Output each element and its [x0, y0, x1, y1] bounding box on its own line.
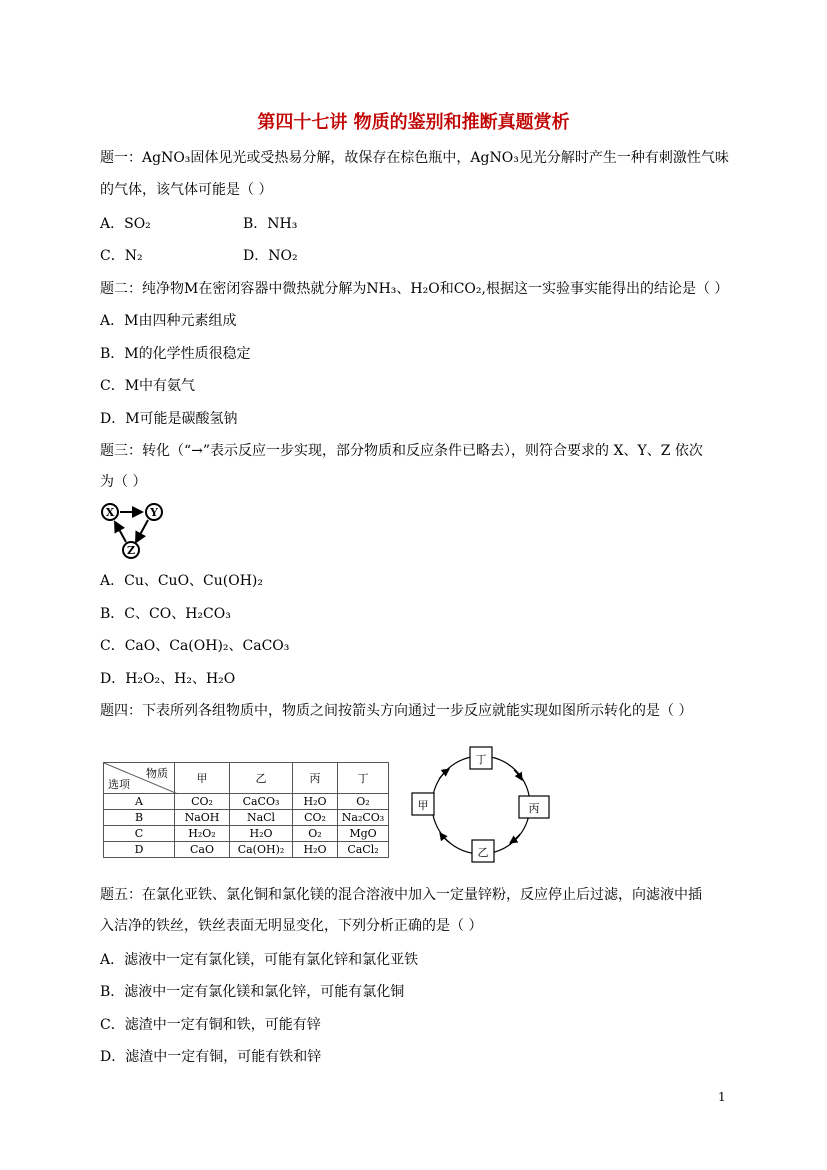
table-cell-option: D: [104, 842, 175, 858]
q5-stem-line2: 入洁净的铁丝，铁丝表面无明显变化，下列分析正确的是（ ）: [100, 918, 483, 934]
table-cell: Na₂CO₃: [338, 810, 389, 826]
svg-text:丙: 丙: [528, 802, 540, 815]
q1-option-c: C．N₂: [100, 248, 143, 264]
table-row: [104, 794, 389, 810]
q2-option-d: D．M可能是碳酸氢钠: [100, 411, 238, 427]
q3-stem-line1: 题三：转化（“→”表示反应一步实现，部分物质和反应条件已略去），则符合要求的 X、Y、Z 依次: [100, 443, 703, 459]
table-cell: CaCl₂: [338, 842, 389, 858]
cycle-node-left: [412, 793, 434, 815]
q3-option-b: B．C、CO、H₂CO₃: [100, 606, 231, 622]
q5-option-c: C．滤渣中一定有铜和铁，可能有锌: [100, 1017, 321, 1033]
node-y: [146, 504, 162, 520]
node-x: [102, 504, 118, 520]
q2-stem: 题二：纯净物M在密闭容器中微热就分解为NH₃、H₂O和CO₂,根据这一实验事实能得出的结论是（ ）: [100, 281, 729, 297]
q3-option-d: D．H₂O₂、H₂、H₂O: [100, 671, 236, 687]
table-row: [104, 826, 389, 842]
q5-option-a: A．滤液中一定有氯化镁，可能有氯化锌和氯化亚铁: [100, 952, 419, 968]
q5-option-d: D．滤渣中一定有铜，可能有铁和锌: [100, 1049, 322, 1065]
q1-option-b: B．NH₃: [243, 216, 298, 232]
q1-stem-line1: 题一：AgNO₃固体见光或受热易分解，故保存在棕色瓶中，AgNO₃见光分解时产生一种有刺激性气味: [100, 150, 729, 166]
table-header-bing: 丙: [293, 763, 338, 794]
cycle-node-bottom: [472, 840, 494, 862]
table-cell: O₂: [293, 826, 338, 842]
svg-text:Z: Z: [126, 544, 136, 557]
table-cell: NaCl: [230, 810, 293, 826]
table-cell: CaO: [175, 842, 230, 858]
table-cell: MgO: [338, 826, 389, 842]
corner-top-label: 物质: [146, 767, 168, 780]
table-header-yi: 乙: [230, 763, 293, 794]
table-cell: Ca(OH)₂: [230, 842, 293, 858]
table-header-jia: 甲: [175, 763, 230, 794]
table-header-row: [104, 763, 389, 794]
q2-option-c: C．M中有氨气: [100, 378, 196, 394]
q1-option-a: A．SO₂: [100, 216, 151, 232]
table-corner-cell: [104, 763, 175, 794]
q5-stem-line1: 题五：在氯化亚铁、氯化铜和氯化镁的混合溶液中加入一定量锌粉，反应停止后过滤，向滤液中插: [100, 887, 702, 903]
table-cell: CaCO₃: [230, 794, 293, 810]
svg-text:甲: 甲: [417, 799, 429, 812]
table-cell: NaOH: [175, 810, 230, 826]
table-cell: H₂O₂: [175, 826, 230, 842]
cycle-node-top: [470, 747, 492, 769]
cycle-node-right: [519, 796, 549, 818]
q1-option-d: D．NO₂: [243, 248, 298, 264]
q4-substance-table: [103, 762, 389, 858]
q2-option-a: A．M由四种元素组成: [100, 313, 237, 329]
svg-text:Y: Y: [150, 506, 158, 519]
q4-stem: 题四：下表所列各组物质中，物质之间按箭头方向通过一步反应就能实现如图所示转化的是（ ）: [100, 703, 693, 719]
table-cell: CO₂: [293, 810, 338, 826]
table-cell: H₂O: [230, 826, 293, 842]
q1-stem-line2: 的气体，该气体可能是（ ）: [100, 182, 273, 198]
page-number: 1: [718, 1090, 726, 1104]
xyz-triangle-diagram: [98, 500, 168, 562]
table-cell-option: A: [104, 794, 175, 810]
q5-option-b: B．滤液中一定有氯化镁和氯化锌，可能有氯化铜: [100, 984, 405, 1000]
table-header-ding: 丁: [338, 763, 389, 794]
table-cell: H₂O: [293, 842, 338, 858]
table-row: [104, 810, 389, 826]
table-cell: H₂O: [293, 794, 338, 810]
node-z: [123, 542, 139, 558]
svg-text:丁: 丁: [475, 753, 487, 766]
q3-option-c: C．CaO、Ca(OH)₂、CaCO₃: [100, 638, 290, 654]
table-cell-option: C: [104, 826, 175, 842]
page-title: 第四十七讲 物质的鉴别和推断真题赏析: [257, 112, 570, 133]
q2-option-b: B．M的化学性质很稳定: [100, 346, 251, 362]
svg-text:乙: 乙: [477, 846, 489, 859]
q3-option-a: A．Cu、CuO、Cu(OH)₂: [100, 573, 263, 589]
table-row: [104, 842, 389, 858]
table-cell-option: B: [104, 810, 175, 826]
corner-bottom-label: 选项: [108, 778, 130, 791]
q3-stem-line2: 为（ ）: [100, 474, 147, 490]
svg-text:X: X: [105, 506, 115, 519]
table-cell: CO₂: [175, 794, 230, 810]
cycle-diagram: [406, 740, 556, 870]
table-cell: O₂: [338, 794, 389, 810]
